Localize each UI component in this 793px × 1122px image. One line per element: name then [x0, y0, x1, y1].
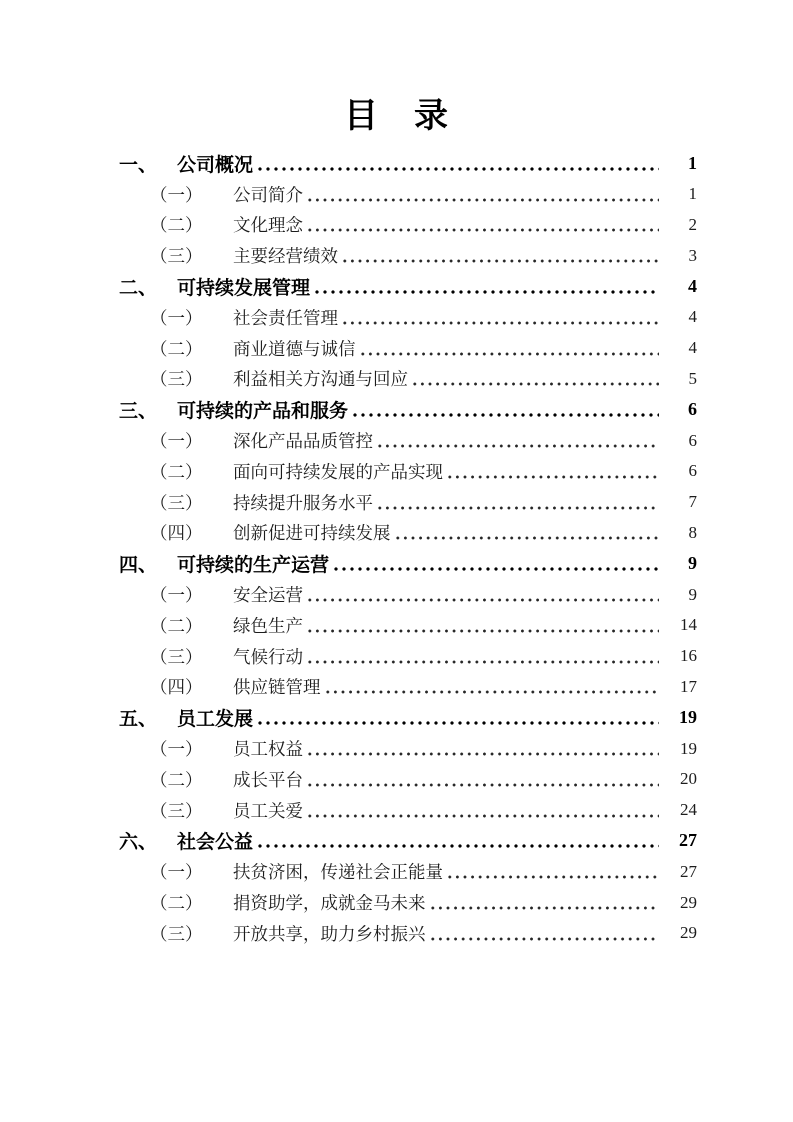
toc-chapter-entry[interactable]: [0, 548, 697, 579]
chapter-title: 可持续的产品和服务: [177, 401, 349, 423]
dot-leader: [341, 259, 659, 263]
dot-leader: [359, 352, 660, 356]
dot-leader: [306, 660, 659, 664]
chapter-page-number: 6: [688, 399, 697, 420]
dot-leader: [306, 598, 659, 602]
sub-number: （二）: [150, 893, 203, 914]
sub-title: 面向可持续发展的产品实现: [233, 461, 443, 482]
chapter-number: 二、: [119, 278, 158, 300]
sub-number: （三）: [150, 800, 203, 821]
dot-leader: [332, 567, 659, 571]
toc-sub-entry[interactable]: [0, 333, 697, 364]
chapter-title: 可持续发展管理: [177, 278, 311, 300]
sub-number: （一）: [150, 431, 203, 452]
toc-sub-entry[interactable]: [0, 733, 697, 764]
sub-page-number: 9: [688, 584, 697, 604]
sub-page-number: 3: [688, 245, 697, 265]
sub-number: （三）: [150, 246, 203, 267]
sub-title: 深化产品品质管控: [233, 431, 373, 452]
chapter-page-number: 9: [688, 553, 697, 574]
sub-page-number: 6: [688, 430, 697, 450]
toc-list: [0, 148, 793, 949]
sub-title: 气候行动: [233, 646, 303, 667]
sub-page-number: 2: [688, 214, 697, 234]
sub-page-number: 4: [688, 307, 697, 327]
sub-number: （一）: [150, 184, 203, 205]
toc-chapter-entry[interactable]: [0, 271, 697, 302]
sub-number: （二）: [150, 338, 203, 359]
toc-sub-entry[interactable]: [0, 240, 697, 271]
sub-title: 员工权益: [233, 739, 303, 760]
sub-number: （三）: [150, 646, 203, 667]
sub-number: （二）: [150, 615, 203, 636]
chapter-number: 五、: [119, 709, 158, 731]
dot-leader: [446, 475, 659, 479]
sub-title: 绿色生产: [233, 615, 303, 636]
sub-page-number: 19: [680, 738, 697, 758]
sub-title: 持续提升服务水平: [233, 492, 373, 513]
chapter-title: 可持续的生产运营: [177, 555, 330, 577]
chapter-number: 三、: [119, 401, 158, 423]
sub-title: 公司简介: [233, 184, 303, 205]
dot-leader: [411, 382, 659, 386]
sub-number: （一）: [150, 739, 203, 760]
chapter-page-number: 19: [679, 707, 697, 728]
sub-title: 开放共享，助力乡村振兴: [233, 923, 426, 944]
sub-title: 员工关爱: [233, 800, 303, 821]
sub-number: （三）: [150, 492, 203, 513]
toc-sub-entry[interactable]: [0, 487, 697, 518]
sub-page-number: 14: [680, 615, 697, 635]
dot-leader: [306, 629, 659, 633]
toc-sub-entry[interactable]: [0, 456, 697, 487]
chapter-title: 员工发展: [177, 709, 254, 731]
sub-title: 创新促进可持续发展: [233, 523, 391, 544]
sub-title: 文化理念: [233, 215, 303, 236]
page-title: 目 录: [344, 98, 449, 135]
toc-chapter-entry[interactable]: [0, 702, 697, 733]
chapter-page-number: 4: [688, 276, 697, 297]
chapter-number: 四、: [119, 555, 158, 577]
sub-title: 捐资助学，成就金马未来: [233, 893, 426, 914]
toc-sub-entry[interactable]: [0, 210, 697, 241]
sub-number: （四）: [150, 677, 203, 698]
dot-leader: [256, 844, 659, 848]
dot-leader: [376, 506, 659, 510]
sub-title: 利益相关方沟通与回应: [233, 369, 408, 390]
toc-chapter-entry[interactable]: [0, 394, 697, 425]
dot-leader: [306, 198, 659, 202]
sub-number: （三）: [150, 923, 203, 944]
sub-title: 商业道德与诚信: [233, 338, 356, 359]
sub-page-number: 24: [680, 800, 697, 820]
toc-sub-entry[interactable]: [0, 179, 697, 210]
chapter-page-number: 1: [688, 152, 697, 173]
sub-title: 供应链管理: [233, 677, 321, 698]
sub-page-number: 8: [688, 522, 697, 542]
chapter-title: 社会公益: [177, 832, 254, 854]
dot-leader: [351, 413, 659, 417]
toc-sub-entry[interactable]: [0, 579, 697, 610]
sub-page-number: 20: [680, 769, 697, 789]
toc-sub-entry[interactable]: [0, 887, 697, 918]
sub-page-number: 16: [680, 646, 697, 666]
sub-page-number: 29: [680, 923, 697, 943]
chapter-number: 一、: [119, 154, 158, 176]
dot-leader: [429, 906, 660, 910]
sub-page-number: 6: [688, 461, 697, 481]
toc-sub-entry[interactable]: [0, 302, 697, 333]
toc-sub-entry[interactable]: [0, 795, 697, 826]
sub-title: 主要经营绩效: [233, 246, 338, 267]
toc-sub-entry[interactable]: [0, 918, 697, 949]
dot-leader: [341, 321, 659, 325]
dot-leader: [429, 937, 660, 941]
sub-page-number: 4: [688, 338, 697, 358]
sub-page-number: 7: [688, 492, 697, 512]
toc-sub-entry[interactable]: [0, 364, 697, 395]
dot-leader: [306, 228, 659, 232]
toc-sub-entry[interactable]: [0, 672, 697, 703]
dot-leader: [394, 536, 660, 540]
sub-title: 扶贫济困，传递社会正能量: [233, 862, 443, 883]
sub-page-number: 17: [680, 676, 697, 696]
dot-leader: [313, 290, 659, 294]
sub-number: （一）: [150, 585, 203, 606]
toc-sub-entry[interactable]: [0, 856, 697, 887]
toc-sub-entry[interactable]: [0, 425, 697, 456]
sub-page-number: 29: [680, 892, 697, 912]
dot-leader: [306, 814, 659, 818]
dot-leader: [306, 752, 659, 756]
sub-number: （二）: [150, 215, 203, 236]
toc-sub-entry[interactable]: [0, 610, 697, 641]
chapter-title: 公司概况: [177, 154, 254, 176]
sub-page-number: 27: [680, 861, 697, 881]
sub-number: （三）: [150, 369, 203, 390]
sub-title: 成长平台: [233, 769, 303, 790]
toc-sub-entry[interactable]: [0, 518, 697, 549]
toc-sub-entry[interactable]: [0, 764, 697, 795]
sub-page-number: 1: [688, 184, 697, 204]
toc-chapter-entry[interactable]: [0, 826, 697, 857]
chapter-number: 六、: [119, 832, 158, 854]
dot-leader: [324, 690, 660, 694]
sub-number: （二）: [150, 461, 203, 482]
sub-number: （二）: [150, 769, 203, 790]
dot-leader: [446, 875, 659, 879]
dot-leader: [376, 444, 659, 448]
toc-sub-entry[interactable]: [0, 641, 697, 672]
toc-chapter-entry[interactable]: [0, 148, 697, 179]
dot-leader: [256, 167, 659, 171]
chapter-page-number: 27: [679, 830, 697, 851]
sub-title: 社会责任管理: [233, 307, 338, 328]
sub-page-number: 5: [688, 368, 697, 388]
dot-leader: [306, 783, 659, 787]
sub-number: （四）: [150, 523, 203, 544]
dot-leader: [256, 721, 659, 725]
sub-number: （一）: [150, 862, 203, 883]
sub-number: （一）: [150, 307, 203, 328]
sub-title: 安全运营: [233, 585, 303, 606]
